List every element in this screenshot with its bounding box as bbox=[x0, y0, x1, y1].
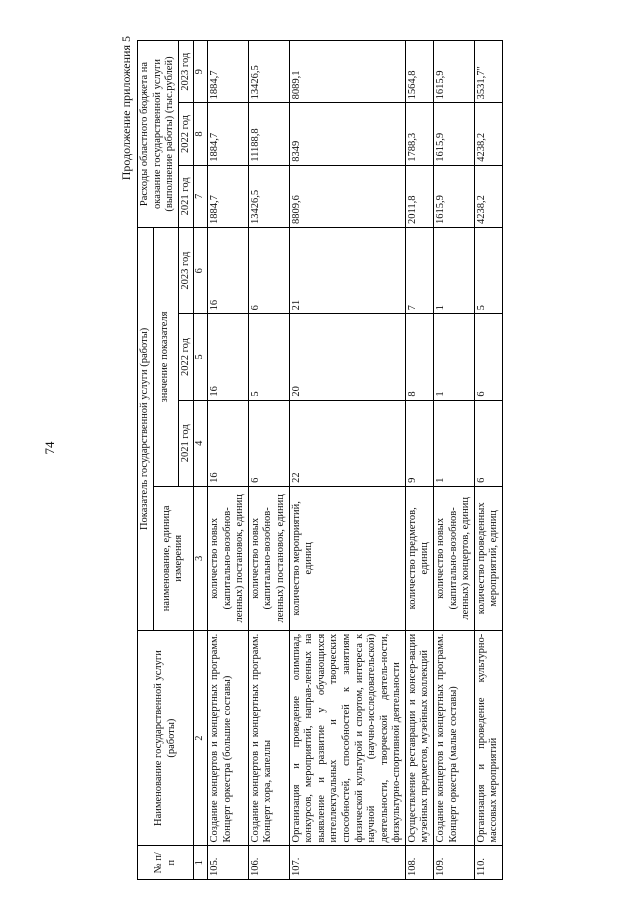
table-row bbox=[289, 41, 405, 880]
column-number: 3 bbox=[194, 486, 208, 630]
table-row bbox=[248, 41, 289, 880]
value-2022: 16 bbox=[207, 314, 248, 400]
value-2023: 16 bbox=[207, 228, 248, 314]
budget-2022: 8349 bbox=[289, 103, 405, 165]
budget-2023: 1884,7 bbox=[207, 41, 248, 103]
value-2021: 16 bbox=[207, 400, 248, 486]
value-2022: 20 bbox=[289, 314, 405, 400]
row-num: 110. bbox=[474, 846, 502, 880]
header-budget-group: Расходы областного бюджета на оказание государственной услуги (выполнение работы) (тыс.рублей) bbox=[138, 41, 179, 228]
header-num: № п/п bbox=[138, 846, 194, 880]
value-2022: 5 bbox=[248, 314, 289, 400]
service-name: Создание концертов и концертных программ. Концерт оркестра (большие составы) bbox=[207, 630, 248, 846]
row-num: 108. bbox=[405, 846, 433, 880]
header-year: 2021 год bbox=[178, 400, 194, 486]
indicator-name: количество проведенных мероприятий, единиц bbox=[474, 486, 502, 630]
table-row bbox=[474, 41, 502, 880]
indicator-name: количество новых (капитально-возобнов-ленных) концертов, единиц bbox=[434, 486, 475, 630]
continuation-note: Продолжение приложения 5 bbox=[119, 36, 133, 181]
value-2022: 8 bbox=[405, 314, 433, 400]
indicator-name: количество предметов, единиц bbox=[405, 486, 433, 630]
header-indicator-value: значение показателя bbox=[153, 228, 178, 487]
value-2021: 6 bbox=[248, 400, 289, 486]
budget-2021: 4238,2 bbox=[474, 165, 502, 227]
value-2022: 1 bbox=[434, 314, 475, 400]
header-year: 2022 год bbox=[178, 103, 194, 165]
value-2021: 22 bbox=[289, 400, 405, 486]
budget-2022: 1615,9 bbox=[434, 103, 475, 165]
budget-2023: 1615,9 bbox=[434, 41, 475, 103]
budget-2021: 1884,7 bbox=[207, 165, 248, 227]
budget-2021: 13426,5 bbox=[248, 165, 289, 227]
header-year: 2023 год bbox=[178, 228, 194, 314]
value-2023: 7 bbox=[405, 228, 433, 314]
page-number: 74 bbox=[42, 441, 57, 455]
services-table bbox=[137, 40, 503, 880]
column-number: 6 bbox=[194, 228, 208, 314]
table-row bbox=[434, 41, 475, 880]
service-name: Осуществление реставрации и консер-вации музейных предметов, музейных коллекций bbox=[405, 630, 433, 846]
column-number: 9 bbox=[194, 41, 208, 103]
header-year: 2022 год bbox=[178, 314, 194, 400]
column-number: 8 bbox=[194, 103, 208, 165]
value-2023: 1 bbox=[434, 228, 475, 314]
column-number: 4 bbox=[194, 400, 208, 486]
budget-2022: 1884,7 bbox=[207, 103, 248, 165]
budget-2023: 8089,1 bbox=[289, 41, 405, 103]
service-name: Организация и проведение культурно-массовых мероприятий bbox=[474, 630, 502, 846]
header-service: Наименование государственной услуги (работы) bbox=[138, 630, 194, 846]
header-year: 2023 год bbox=[178, 41, 194, 103]
indicator-name: количество новых (капитально-возобнов-ленных) постановок, единиц bbox=[248, 486, 289, 630]
budget-2021: 2011,8 bbox=[405, 165, 433, 227]
value-2021: 9 bbox=[405, 400, 433, 486]
value-2023: 6 bbox=[248, 228, 289, 314]
value-2021: 6 bbox=[474, 400, 502, 486]
indicator-name: количество новых (капитально-возобнов-ленных) постановок, единиц bbox=[207, 486, 248, 630]
value-2022: 6 bbox=[474, 314, 502, 400]
column-number: 5 bbox=[194, 314, 208, 400]
column-number: 7 bbox=[194, 165, 208, 227]
service-name: Создание концертов и концертных программ. Концерт хора, капеллы bbox=[248, 630, 289, 846]
row-num: 107. bbox=[289, 846, 405, 880]
value-2021: 1 bbox=[434, 400, 475, 486]
header-year: 2021 год bbox=[178, 165, 194, 227]
column-number: 2 bbox=[194, 630, 208, 846]
indicator-name: количество мероприятий, единиц bbox=[289, 486, 405, 630]
column-number: 1 bbox=[194, 846, 208, 880]
budget-2023: 13426,5 bbox=[248, 41, 289, 103]
table-row bbox=[405, 41, 433, 880]
row-num: 105. bbox=[207, 846, 248, 880]
budget-2023: 1564,8 bbox=[405, 41, 433, 103]
budget-2022: 4238,2 bbox=[474, 103, 502, 165]
budget-2021: 1615,9 bbox=[434, 165, 475, 227]
table-row bbox=[207, 41, 248, 880]
row-num: 109. bbox=[434, 846, 475, 880]
header-indicator-name: наименование, единица измерения bbox=[153, 486, 194, 630]
budget-2022: 11188,8 bbox=[248, 103, 289, 165]
budget-2021: 8809,6 bbox=[289, 165, 405, 227]
budget-2022: 1788,3 bbox=[405, 103, 433, 165]
value-2023: 5 bbox=[474, 228, 502, 314]
value-2023: 21 bbox=[289, 228, 405, 314]
header-indicator-group: Показатель государственной услуги (работы) bbox=[138, 228, 154, 631]
service-name: Создание концертов и концертных программ. Концерт оркестра (малые составы) bbox=[434, 630, 475, 846]
row-num: 106. bbox=[248, 846, 289, 880]
rotated-sheet bbox=[115, 30, 615, 880]
budget-2023: 3531,7" bbox=[474, 41, 502, 103]
service-name: Организация и проведение олимпиад, конкурсов, мероприятий, направ-ленных на выявление и развитие у обучающихся интеллектуальных и творческих способностей, способностей к занятиям физической культурой и спортом, интереса к научной (научно-исследовательской) деятельности, творческой деятель-ности, физкультурно-спортивной деятельности bbox=[289, 630, 405, 846]
